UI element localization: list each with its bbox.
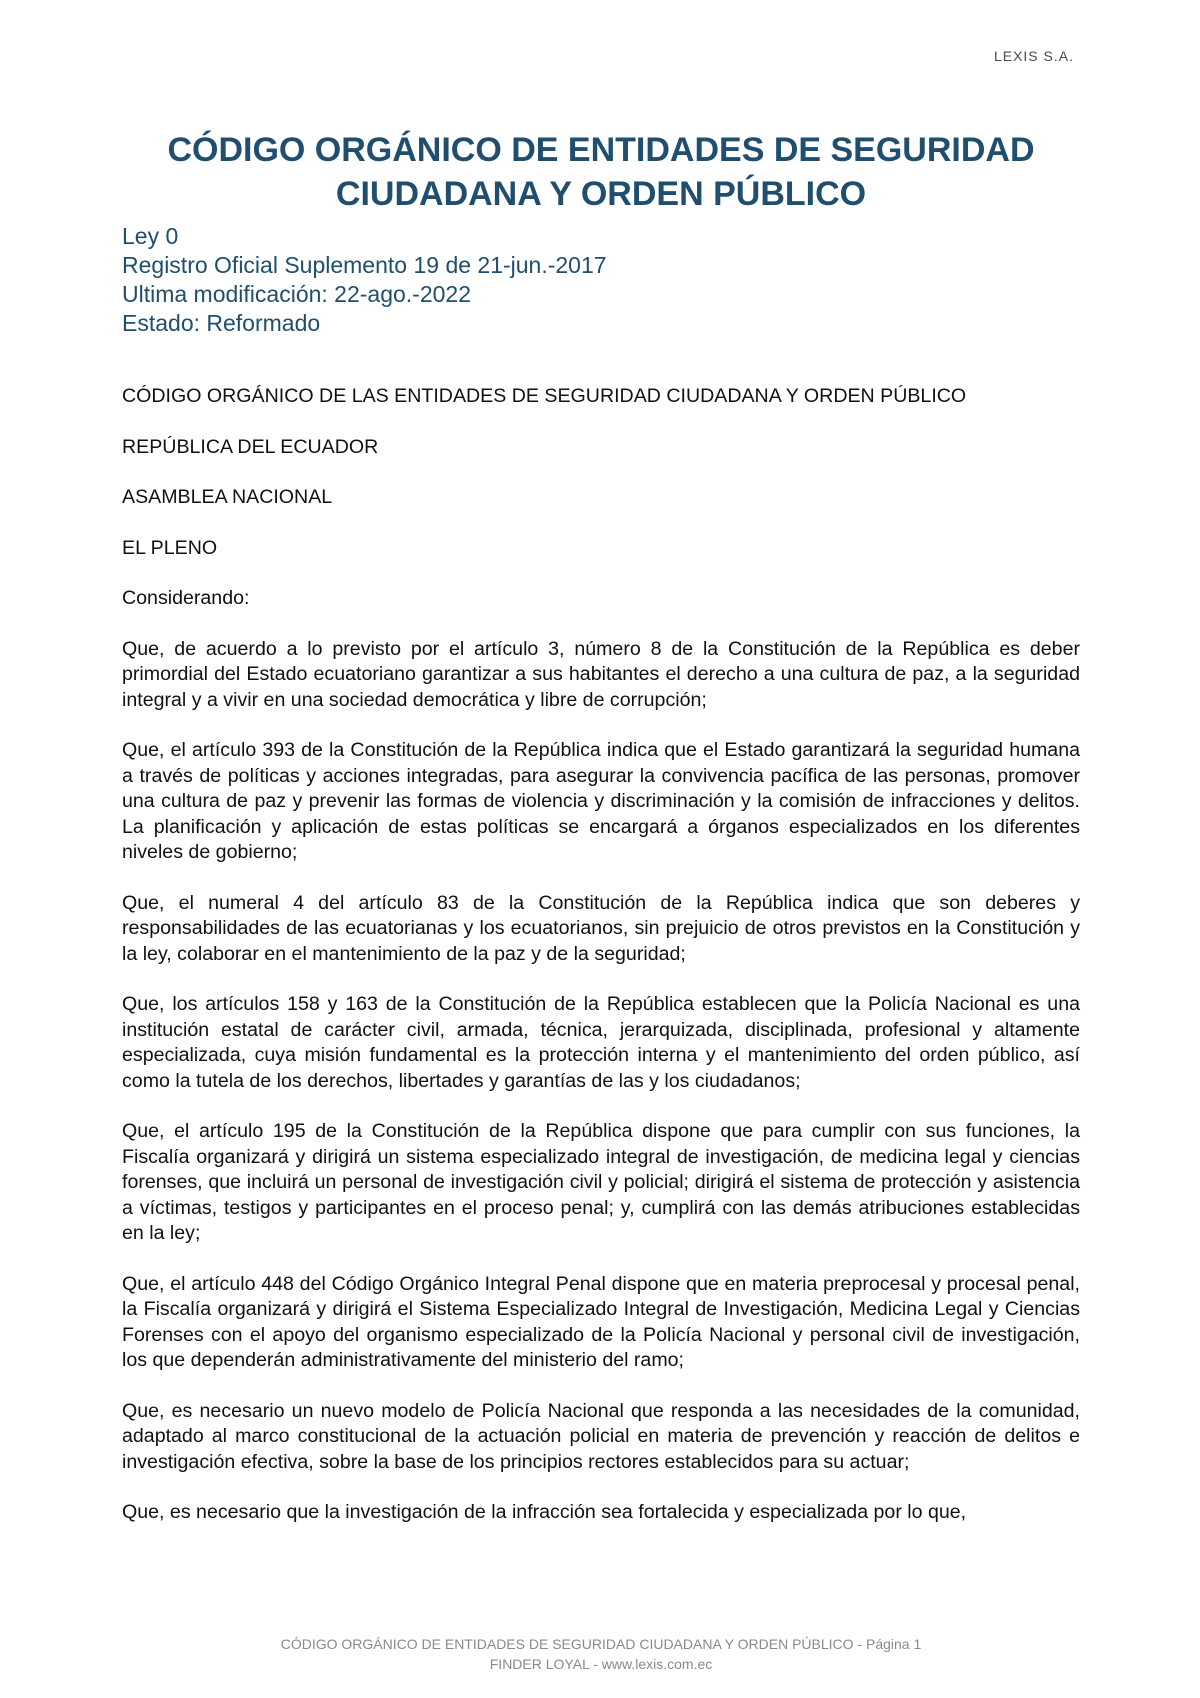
heading-asamblea: ASAMBLEA NACIONAL bbox=[122, 486, 333, 508]
document-title-line-2: CIUDADANA Y ORDEN PÚBLICO bbox=[335, 175, 867, 213]
considerando-paragraph: Que, el artículo 195 de la Constitución de la República dispone que para cumplir con sus funciones, la Fiscalía organizará y dirigirá un sistema especializado integral de investigación, de medicina legal y ciencias forenses, que incluirá un personal de investigación civil y policial; dirigirá el sistema de protección y asistencia a víctimas, testigos y participantes en el proceso penal; y, cumplirá con las demás atribuciones establecidas en la ley; bbox=[122, 1120, 1080, 1244]
brand-label: LEXIS S.A. bbox=[993, 48, 1074, 64]
footer-page-label: CÓDIGO ORGÁNICO DE ENTIDADES DE SEGURIDAD CIUDADANA Y ORDEN PÚBLICO - Página 1 bbox=[280, 1636, 922, 1652]
considerando-paragraph: Que, los artículos 158 y 163 de la Constitución de la República establecen que la Policía Nacional es una institución estatal de carácter civil, armada, técnica, jerarquizada, disciplinada, profesional y altamente especializada, cuya misión fundamental es la protección interna y el mantenimiento del orden público, así como la tutela de los derechos, libertades y garantías de las y los ciudadanos; bbox=[122, 993, 1080, 1092]
meta-ley: Ley 0 bbox=[122, 223, 179, 249]
document-metadata bbox=[122, 222, 607, 338]
heading-pleno: EL PLENO bbox=[122, 536, 218, 559]
considerando-paragraph: Que, el numeral 4 del artículo 83 de la Constitución de la República indica que son deberes y responsabilidades de las ecuatorianas y los ecuatorianos, sin prejuicio de otros previstos en la Constitución y la ley, colaborar en el mantenimiento de la paz y de la seguridad; bbox=[122, 891, 1080, 965]
considerando-paragraph: Que, es necesario que la investigación de la infracción sea fortalecida y especializada por lo que, bbox=[122, 1501, 967, 1523]
considerando-paragraph: Que, el artículo 393 de la Constitución de la República indica que el Estado garantizará la seguridad humana a través de políticas y acciones integradas, para asegurar la convivencia pacífica de las personas, promover una cultura de paz y prevenir las formas de violencia y discriminación y la comisión de infracciones y delitos. La planificación y aplicación de estas políticas se encargará a órganos especializados en los diferentes niveles de gobierno; bbox=[122, 739, 1080, 863]
document-title-line-1: CÓDIGO ORGÁNICO DE ENTIDADES DE SEGURIDAD bbox=[167, 131, 1035, 169]
meta-registro-oficial: Registro Oficial Suplemento 19 de 21-jun.-2017 bbox=[122, 252, 607, 278]
document-body bbox=[122, 384, 1080, 1551]
considerando-paragraph: Que, de acuerdo a lo previsto por el artículo 3, número 8 de la Constitución de la República es deber primordial del Estado ecuatoriano garantizar a sus habitantes el derecho a una cultura de paz, a la seguridad integral y a vivir en una sociedad democrática y libre de corrupción; bbox=[122, 637, 1080, 711]
considerando-paragraph: Que, es necesario un nuevo modelo de Policía Nacional que responda a las necesidades de la comunidad, adaptado al marco constitucional de la actuación policial en materia de prevención y reacción de delitos e investigación efectiva, sobre la base de los principios rectores establecidos para su actuar; bbox=[122, 1399, 1080, 1473]
document-title bbox=[122, 128, 1080, 216]
meta-estado: Estado: Reformado bbox=[122, 310, 321, 336]
considerando-paragraph: Que, el artículo 448 del Código Orgánico Integral Penal dispone que en materia preprocesal y procesal penal, la Fiscalía organizará y dirigirá el Sistema Especializado Integral de Investigación, Medicina Legal y Ciencias Forenses con el apoyo del organismo especializado de la Policía Nacional y personal civil de investigación, los que dependerán administrativamente del ministerio del ramo; bbox=[122, 1272, 1080, 1371]
heading-considerando: Considerando: bbox=[122, 587, 250, 609]
heading-code-name: CÓDIGO ORGÁNICO DE LAS ENTIDADES DE SEGURIDAD CIUDADANA Y ORDEN PÚBLICO bbox=[122, 385, 967, 407]
heading-republica: REPÚBLICA DEL ECUADOR bbox=[122, 435, 379, 458]
page-footer bbox=[122, 1634, 1080, 1674]
footer-source: FINDER LOYAL - www.lexis.com.ec bbox=[489, 1656, 713, 1672]
meta-ultima-modificacion: Ultima modificación: 22-ago.-2022 bbox=[122, 281, 472, 307]
